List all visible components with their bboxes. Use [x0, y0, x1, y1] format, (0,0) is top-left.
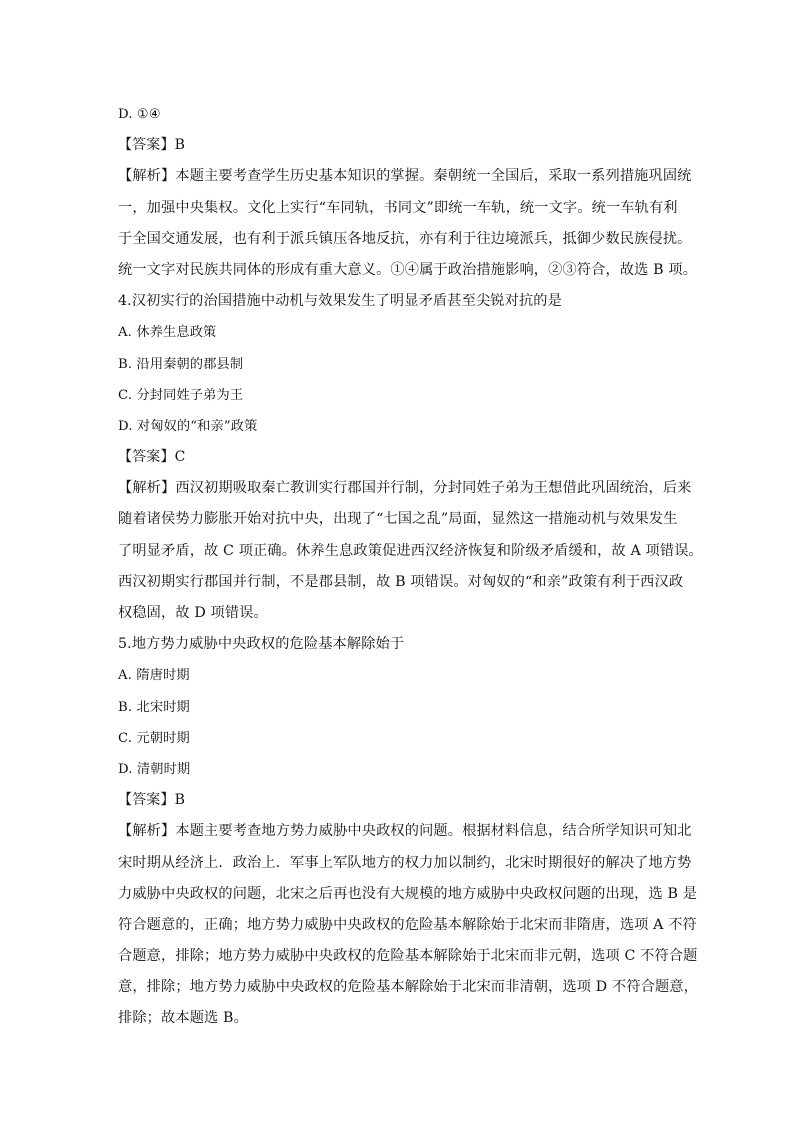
q4-option-b: B. 沿用秦朝的郡县制	[118, 356, 244, 372]
analysis-q4-line: 权稳固，故 D 项错误。	[118, 605, 268, 621]
analysis-q5-line: 意，排除；地方势力威胁中央政权的危险基本解除始于北宋而非清朝，选项 D 不符合题意，	[118, 979, 699, 996]
question-5: 5.地方势力威胁中央政权的危险基本解除始于	[118, 636, 405, 653]
analysis-q4-line: 西汉初期实行郡国并行制，不是郡县制，故 B 项错误。对匈奴的“和亲”政策有利于西汉政	[118, 573, 684, 590]
q5-option-d: D. 清朝时期	[118, 761, 191, 777]
answer-q4: 【答案】C	[118, 449, 186, 466]
analysis-q5-line: 宋时期从经济上．政治上．军事上军队地方的权力加以制约，北宋时期很好的解决了地方势	[118, 854, 692, 871]
analysis-q5-line: 力威胁中央政权的问题，北宋之后再也没有大规模的地方威胁中央政权问题的出现，选 B 是	[118, 885, 698, 902]
analysis-q4-line: 【解析】西汉初期吸取秦亡教训实行郡国并行制，分封同姓子弟为王想借此巩固统治，后来	[118, 480, 692, 497]
analysis-q5-line: 符合题意的，正确；地方势力威胁中央政权的危险基本解除始于北宋而非隋唐，选项 A 不符	[118, 916, 697, 933]
answer-q5: 【答案】B	[118, 792, 186, 809]
q4-option-a: A. 休养生息政策	[118, 325, 217, 341]
analysis-q5-line: 合题意，排除；地方势力威胁中央政权的危险基本解除始于北宋而非元朝，选项 C 不符合题	[118, 948, 698, 965]
document-page	[118, 99, 703, 1035]
analysis-q3	[118, 161, 698, 286]
analysis-q3-line: 于全国交通发展，也有利于派兵镇压各地反抗，亦有利于往边境派兵，抵御少数民族侵扰。	[118, 230, 692, 247]
q5-option-a: A. 隋唐时期	[118, 668, 190, 684]
q5-option-b: B. 北宋时期	[118, 699, 190, 715]
analysis-q4-line: 随着诸侯势力膨胀开始对抗中央，出现了“七国之乱”局面，显然这一措施动机与效果发生	[118, 511, 678, 528]
question-4: 4.汉初实行的治国措施中动机与效果发生了明显矛盾甚至尖锐对抗的是	[118, 293, 562, 310]
answer-q3: 【答案】B	[118, 137, 186, 154]
analysis-q5	[118, 816, 699, 1034]
analysis-q4-line: 了明显矛盾，故 C 项正确。休养生息政策促进西汉经济恢复和阶级矛盾缓和，故 A 项错误。	[118, 542, 703, 559]
analysis-q3-line: 一，加强中央集权。文化上实行“车同轨，书同文”即统一车轨，统一文字。统一车轨有利	[118, 199, 678, 216]
analysis-q4	[118, 473, 703, 629]
option-d-q3: D. ①④	[118, 107, 161, 122]
analysis-q3-line: 统一文字对民族共同体的形成有重大意义。①④属于政治措施影响，②③符合，故选 B 项。	[118, 261, 698, 278]
q4-option-d: D. 对匈奴的“和亲”政策	[118, 418, 258, 434]
analysis-q3-line: 【解析】本题主要考查学生历史基本知识的掌握。秦朝统一全国后，采取一系列措施巩固统	[118, 168, 692, 185]
q5-option-c: C. 元朝时期	[118, 730, 190, 746]
analysis-q5-line: 【解析】本题主要考查地方势力威胁中央政权的问题。根据材料信息，结合所学知识可知北	[118, 823, 692, 840]
analysis-q5-line: 排除；故本题选 B。	[118, 1010, 248, 1027]
q4-option-c: C. 分封同姓子弟为王	[118, 387, 244, 403]
